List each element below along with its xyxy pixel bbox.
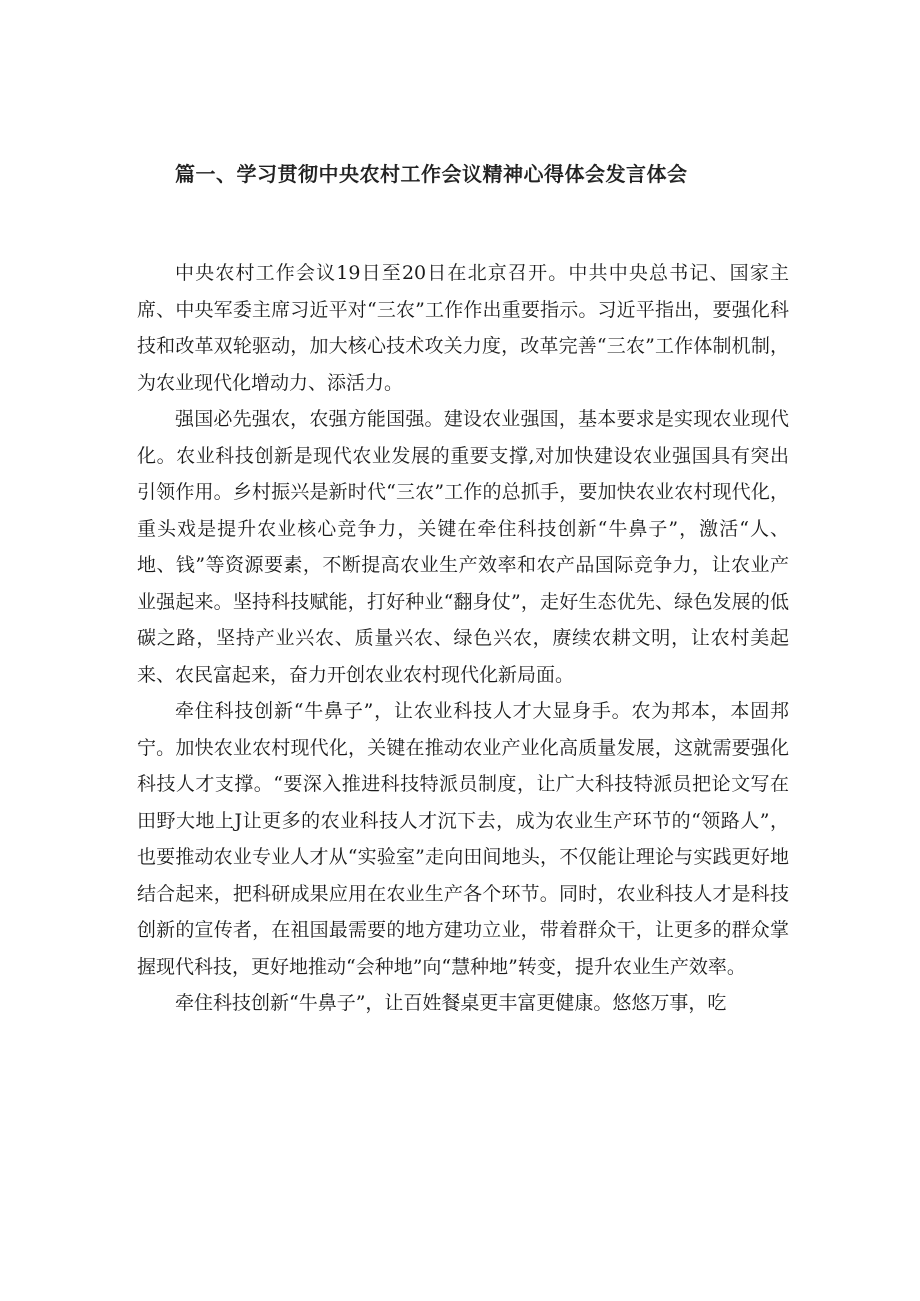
paragraph-1: 中央农村工作会议19日至20日在北京召开。中共中央总书记、国家主席、中央军委主席习近平对“三农”工作作出重要指示。习近平指出，要强化科技和改革双轮驱动，加大核心技术攻关力度，改革完善“三农”工作体制机制，为农业现代化增动力、添活力。 bbox=[137, 262, 789, 394]
paragraph-3: 牵住科技创新“牛鼻子”，让农业科技人才大显身手。农为邦本，本固邦宁。加快农业农村现代化，关键在推动农业产业化高质量发展，这就需要强化科技人才支撑。“要深入推进科技特派员制度，让广大科技特派员把论文写在田野大地上J让更多的农业科技人才沉下去，成为农业生产环节的“领路人”，也要推动农业专业人才从“实验室”走向田间地头，不仅能让理论与实践更好地结合起来，把科研成果应用在农业生产各个环节。同时，农业科技人才是科技创新的宣传者，在祖国最需要的地方建功立业，带着群众干，让更多的群众掌握现代科技，更好地推动“会种地”向“慧种地”转变，提升农业生产效率。 bbox=[137, 700, 789, 978]
paragraph-2: 强国必先强农，农强方能国强。建设农业强国，基本要求是实现农业现代化。农业科技创新是现代农业发展的重要支撑,对加快建设农业强国具有突出引领作用。乡村振兴是新时代“三农”工作的总抓手，要加快农业农村现代化，重头戏是提升农业核心竞争力，关键在牵住科技创新“牛鼻子”，激活“人、地、钱”等资源要素，不断提高农业生产效率和农产品国际竞争力，让农业产业强起来。坚持科技赋能，打好种业“翻身仗”，走好生态优先、绿色发展的低碳之路，坚持产业兴农、质量兴农、绿色兴农，赓续农耕文明，让农村美起来、农民富起来，奋力开创农业农村现代化新局面。 bbox=[137, 408, 789, 686]
paragraph-4: 牵住科技创新“牛鼻子”，让百姓餐桌更丰富更健康。悠悠万事，吃 bbox=[175, 992, 727, 1014]
document-title: 篇一、学习贯彻中央农村工作会议精神心得体会发言体会 bbox=[175, 162, 688, 186]
document-body bbox=[137, 255, 789, 1022]
